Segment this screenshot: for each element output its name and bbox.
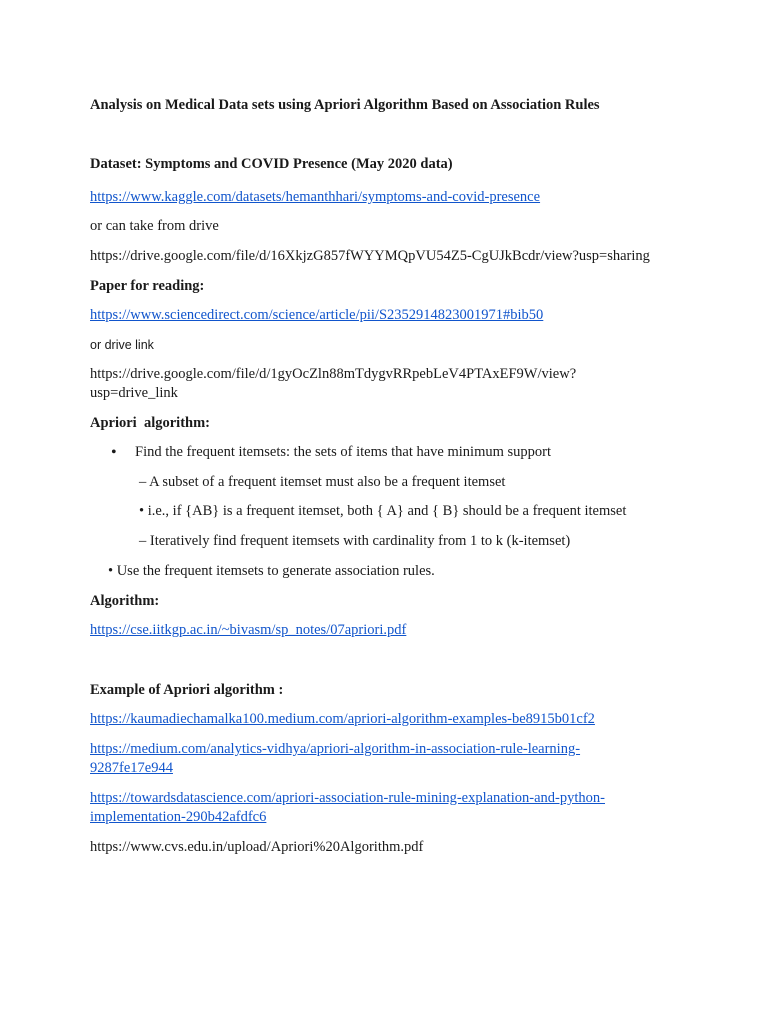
example-heading: Example of Apriori algorithm : (90, 682, 284, 698)
bullet-use: • Use the frequent itemsets to generate association rules. (108, 563, 435, 579)
example-cvs-url: https://www.cvs.edu.in/upload/Apriori%20Algorithm.pdf (90, 839, 424, 855)
bullet-dot: • (111, 444, 117, 461)
example-link-medium-2-line2[interactable]: 9287fe17e944 (90, 760, 173, 776)
dataset-alt-text: or can take from drive (90, 218, 219, 234)
example-link-tds-line2[interactable]: implementation-290b42afdfc6 (90, 809, 267, 825)
document-title: Analysis on Medical Data sets using Apriori Algorithm Based on Association Rules (90, 97, 600, 113)
bullet-main: Find the frequent itemsets: the sets of items that have minimum support (135, 444, 552, 460)
paper-alt-text: or drive link (90, 338, 154, 352)
bullet-sub-3: – Iteratively find frequent itemsets with cardinality from 1 to k (k-itemset) (139, 533, 571, 549)
example-link-tds-line1[interactable]: https://towardsdatascience.com/apriori-association-rule-mining-explanation-and-python- (90, 790, 605, 806)
example-link-medium-1[interactable]: https://kaumadiechamalka100.medium.com/apriori-algorithm-examples-be8915b01cf2 (90, 711, 595, 727)
dataset-heading: Dataset: Symptoms and COVID Presence (May 2020 data) (90, 156, 453, 172)
apriori-heading: Apriori algorithm: (90, 415, 211, 431)
bullet-sub-2: • i.e., if {AB} is a frequent itemset, both { A} and { B} should be a frequent itemset (139, 503, 627, 519)
paper-drive-url-line1: https://drive.google.com/file/d/1gyOcZln88mTdygvRRpebLeV4PTAxEF9W/view? (90, 366, 577, 382)
example-link-medium-2-line1[interactable]: https://medium.com/analytics-vidhya/apriori-algorithm-in-association-rule-learning- (90, 741, 581, 757)
algorithm-heading: Algorithm: (90, 593, 160, 609)
paper-heading: Paper for reading: (90, 278, 205, 294)
paper-sciencedirect-link[interactable]: https://www.sciencedirect.com/science/article/pii/S2352914823001971#bib50 (90, 307, 544, 323)
algorithm-pdf-link[interactable]: https://cse.iitkgp.ac.in/~bivasm/sp_notes/07apriori.pdf (90, 622, 407, 638)
dataset-drive-url: https://drive.google.com/file/d/16XkjzG857fWYYMQpVU54Z5-CgUJkBcdr/view?usp=sharing (90, 248, 650, 264)
bullet-sub-1: – A subset of a frequent itemset must also be a frequent itemset (139, 474, 506, 490)
paper-drive-url-line2: usp=drive_link (90, 385, 178, 401)
dataset-kaggle-link[interactable]: https://www.kaggle.com/datasets/hemanthhari/symptoms-and-covid-presence (90, 189, 541, 205)
